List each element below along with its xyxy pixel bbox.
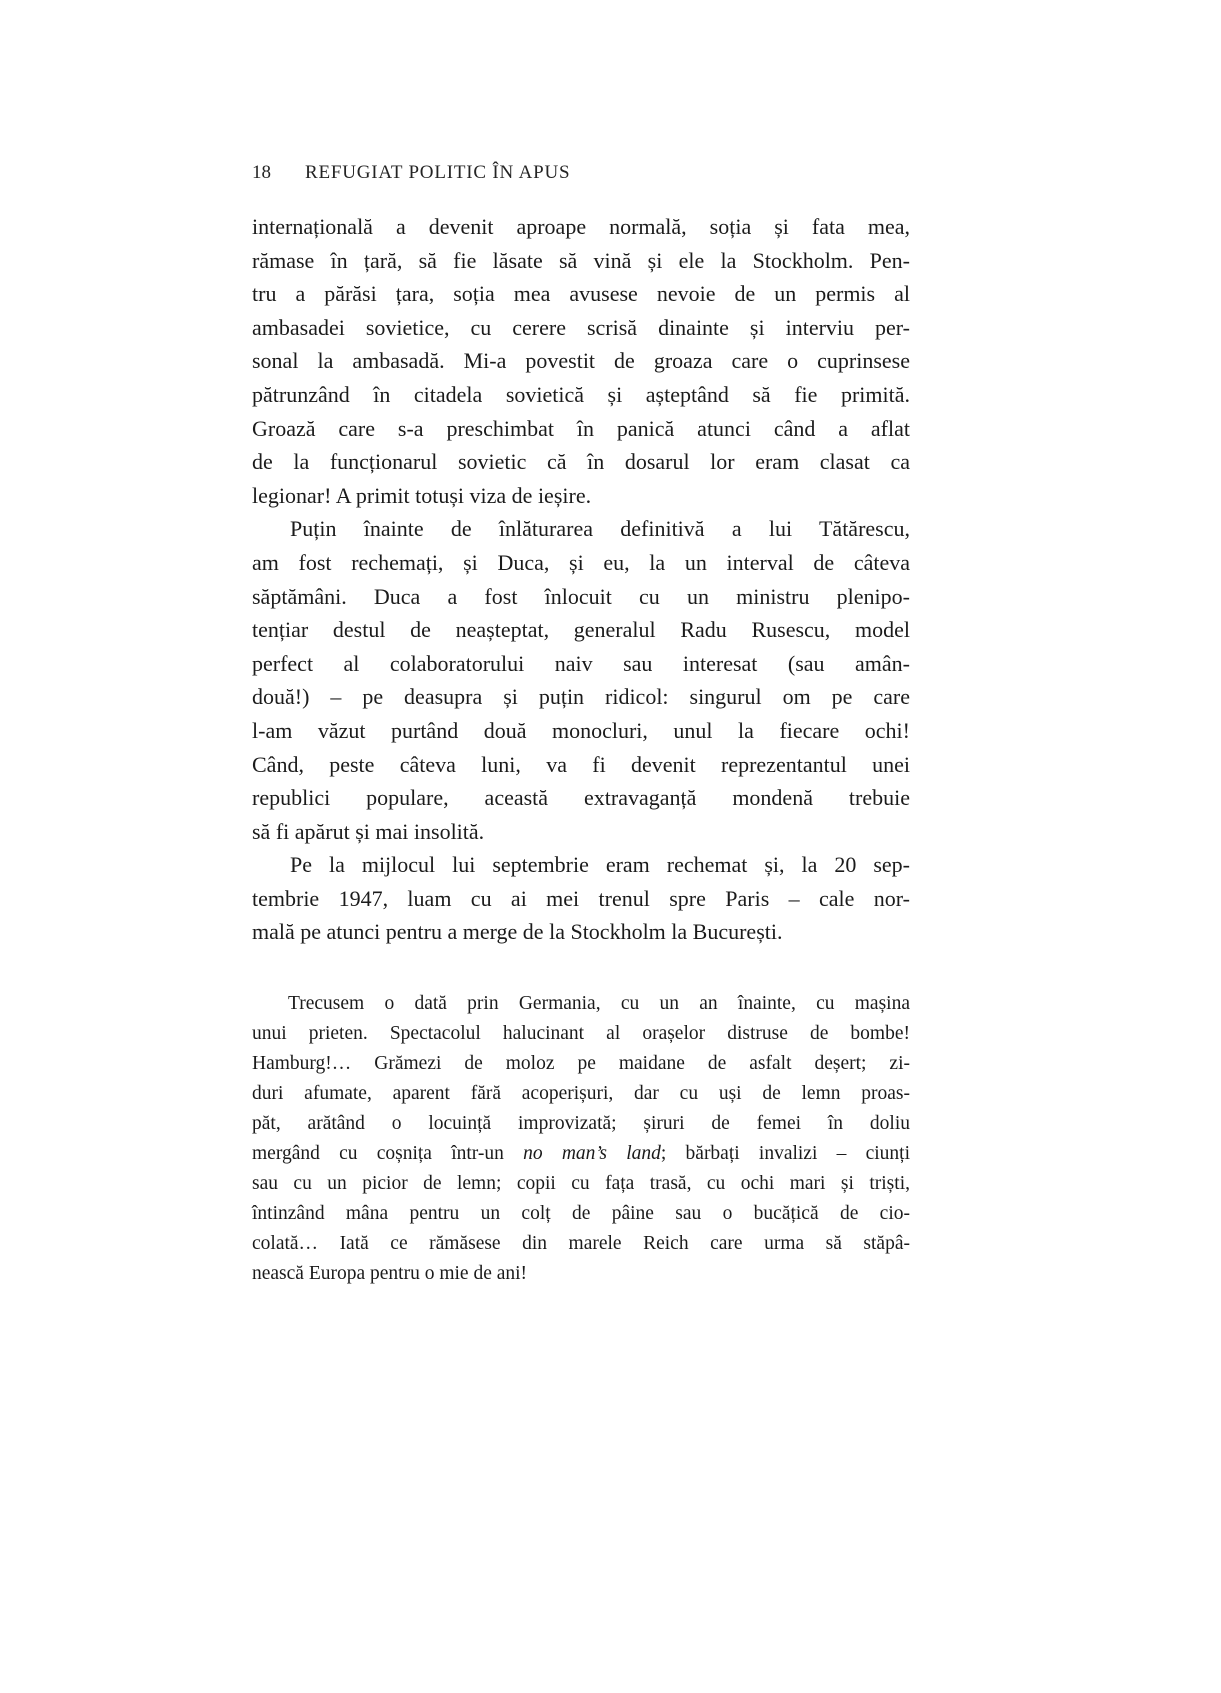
text-line: sonal la ambasadă. Mi-a povestit de groaza care o cuprinsese: [252, 348, 910, 374]
text-line: sau cu un picior de lemn; copii cu fața trasă, cu ochi mari și triști,: [252, 1173, 910, 1195]
text-line: republici populare, această extravaganță mondenă trebuie: [252, 785, 910, 811]
text-line: duri afumate, aparent fără acoperișuri, dar cu uși de lemn proas-: [252, 1083, 910, 1105]
text-line: de la funcționarul sovietic că în dosarul lor eram clasat ca: [252, 449, 910, 475]
text-block: [252, 162, 910, 1289]
text-line: tembrie 1947, luam cu ai mei trenul spre Paris – cale nor-: [252, 885, 910, 911]
text-line: unui prieten. Spectacolul halucinant al orașelor distruse de bombe!: [252, 1023, 910, 1045]
excerpt-block: [252, 989, 910, 1289]
text-line: legionar! A primit totuși viza de ieșire.: [252, 482, 592, 508]
text-line: l-am văzut purtând două monocluri, unul la fiecare ochi!: [252, 717, 910, 743]
paragraph-1: [252, 210, 910, 512]
text-line: păt, arătând o locuință improvizată; șiruri de femei în doliu: [252, 1113, 910, 1135]
text-line: perfect al colaboratorului naiv sau interesat (sau amân-: [252, 650, 910, 676]
text-line: tru a părăsi țara, soția mea avusese nevoie de un permis al: [252, 281, 910, 307]
text-line: mală pe atunci pentru a merge de la Stockholm la București.: [252, 919, 783, 945]
text-line: tențiar destul de neașteptat, generalul Radu Rusescu, model: [252, 617, 910, 643]
text-line: Puțin înainte de înlăturarea definitivă a lui Tătărescu,: [290, 516, 910, 542]
text-line: Groază care s-a preschimbat în panică atunci când a aflat: [252, 415, 910, 441]
page-number: 18: [252, 162, 271, 183]
text-line: Când, peste câteva luni, va fi devenit reprezentantul unei: [252, 751, 910, 777]
text-line: întinzând mâna pentru un colț de pâine sau o bucățică de cio-: [252, 1203, 910, 1225]
text-line: Hamburg!… Grămezi de moloz pe maidane de asfalt deșert; zi-: [252, 1053, 910, 1075]
text-line: Pe la mijlocul lui septembrie eram rechemat și, la 20 sep-: [290, 852, 910, 878]
text-line: am fost rechemați, și Duca, și eu, la un interval de câteva: [252, 549, 910, 575]
text-line: pătrunzând în citadela sovietică și așteptând să fie primită.: [252, 381, 910, 407]
text-line: colată… Iată ce rămăsese din marele Reich care urma să stăpâ-: [252, 1233, 910, 1255]
paragraph-2: [252, 512, 910, 848]
text-line: două!) – pe deasupra și puțin ridicol: singurul om pe care: [252, 684, 910, 710]
text-line: să fi apărut și mai insolită.: [252, 818, 485, 844]
running-header-title: REFUGIAT POLITIC ÎN APUS: [305, 162, 571, 183]
text-line: internațională a devenit aproape normală, soția și fata mea,: [252, 214, 910, 239]
text-line: rămase în țară, să fie lăsate să vină și ele la Stockholm. Pen-: [252, 247, 910, 273]
italic-phrase: no man’s land: [523, 1143, 661, 1165]
running-header: [252, 162, 910, 184]
text-line: [252, 1139, 910, 1169]
paragraph-3: [252, 848, 910, 949]
text-line: nească Europa pentru o mie de ani!: [252, 1263, 528, 1285]
excerpt-text: ; bărbați invalizi – ciunți: [660, 1143, 910, 1165]
excerpt-text: mergând cu coșnița într-un: [252, 1143, 524, 1165]
text-line: Trecusem o dată prin Germania, cu un an înainte, cu mașina: [288, 993, 910, 1015]
text-line: ambasadei sovietice, cu cerere scrisă dinainte și interviu per-: [252, 314, 910, 340]
text-line: săptămâni. Duca a fost înlocuit cu un ministru plenipo-: [252, 583, 910, 609]
